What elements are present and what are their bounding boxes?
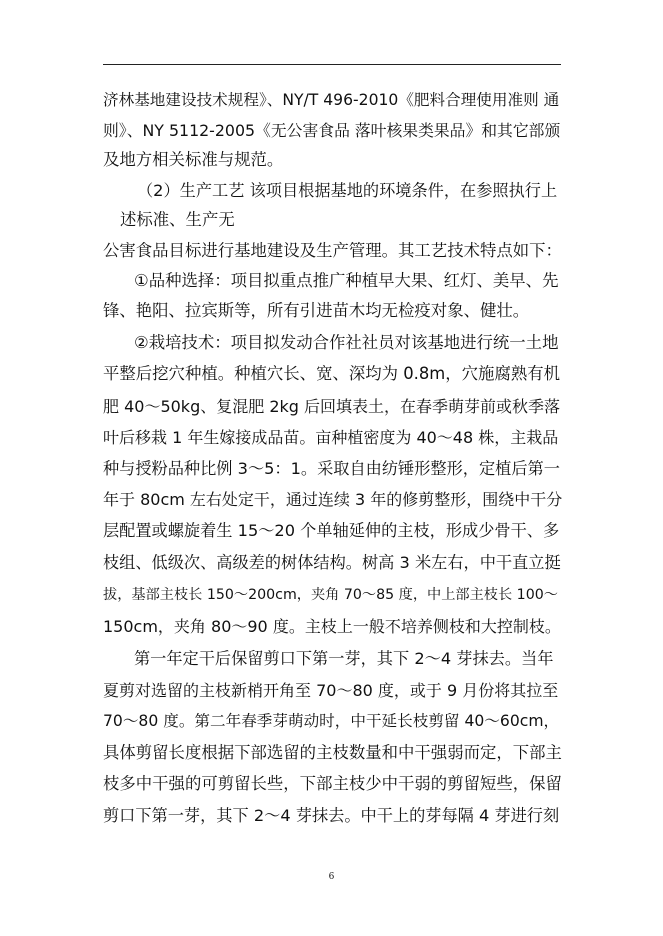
text-line: 济林基地建设技术规程》、NY/T 496-2010《肥料合理使用准则 通 bbox=[103, 91, 560, 109]
text-line: 枝组、低级次、高级差的树体结构。树高 3 米左右，中干直立挺 bbox=[103, 553, 561, 572]
text-line: 种与授粉品种比例 3～5：1。采取自由纺锤形整形，定植后第一 bbox=[103, 459, 560, 478]
text-line: 锋、艳阳、拉宾斯等，所有引进苗木均无检疫对象、健壮。 bbox=[103, 301, 530, 320]
text-line: 述标准、生产无 bbox=[120, 210, 235, 229]
text-line: （2）生产工艺 该项目根据基地的环境条件，在参照执行上 bbox=[137, 181, 558, 200]
text-line: 层配置或螺旋着生 15～20 个单轴延伸的主枝，形成少骨干、多 bbox=[103, 521, 560, 540]
text-line: 则》、NY 5112-2005《无公害食品 落叶核果类果品》和其它部颁 bbox=[103, 121, 561, 140]
text-line: 第一年定干后保留剪口下第一芽，其下 2～4 芽抹去。当年 bbox=[134, 649, 554, 668]
text-line: 150cm，夹角 80～90 度。主枝上一般不培养侧枝和大控制枝。 bbox=[103, 617, 561, 636]
header-rule bbox=[103, 64, 561, 65]
text-line: 70～80 度。第二年春季芽萌动时，中干延长枝剪留 40～60cm， bbox=[103, 712, 560, 730]
text-line: 叶后移栽 1 年生嫁接成品苗。亩种植密度为 40～48 株，主栽品 bbox=[103, 428, 559, 447]
text-line: ①品种选择：项目拟重点推广种植早大果、红灯、美早、先 bbox=[134, 271, 559, 290]
page-number: 6 bbox=[328, 872, 335, 882]
text-line: 枝多中干强的可剪留长些，下部主枝少中干弱的剪留短些，保留 bbox=[103, 774, 562, 793]
text-line: 剪口下第一芽，其下 2～4 芽抹去。中干上的芽每隔 4 芽进行刻 bbox=[103, 806, 560, 825]
text-line: ②栽培技术：项目拟发动合作社社员对该基地进行统一土地 bbox=[134, 333, 559, 352]
text-line: 年于 80cm 左右处定干，通过连续 3 年的修剪整形，围绕中干分 bbox=[103, 490, 563, 509]
text-line: 及地方相关标准与规范。 bbox=[103, 150, 284, 169]
text-line: 公害食品目标进行基地建设及生产管理。其工艺技术特点如下： bbox=[103, 241, 562, 260]
text-line: 拔，基部主枝长 150～200cm，夹角 70～85 度，中上部主枝长 100～ bbox=[103, 587, 558, 603]
text-line: 肥 40～50kg、复混肥 2kg 后回填表土，在春季萌芽前或秋季落 bbox=[103, 397, 561, 416]
text-line: 夏剪对选留的主枝新梢开角至 70～80 度，或于 9 月份将其拉至 bbox=[103, 681, 559, 700]
text-line: 具体剪留长度根据下部选留的主枝数量和中干强弱而定，下部主 bbox=[103, 743, 562, 762]
text-line: 平整后挖穴种植。种植穴长、宽、深均为 0.8m，穴施腐熟有机 bbox=[103, 364, 561, 383]
